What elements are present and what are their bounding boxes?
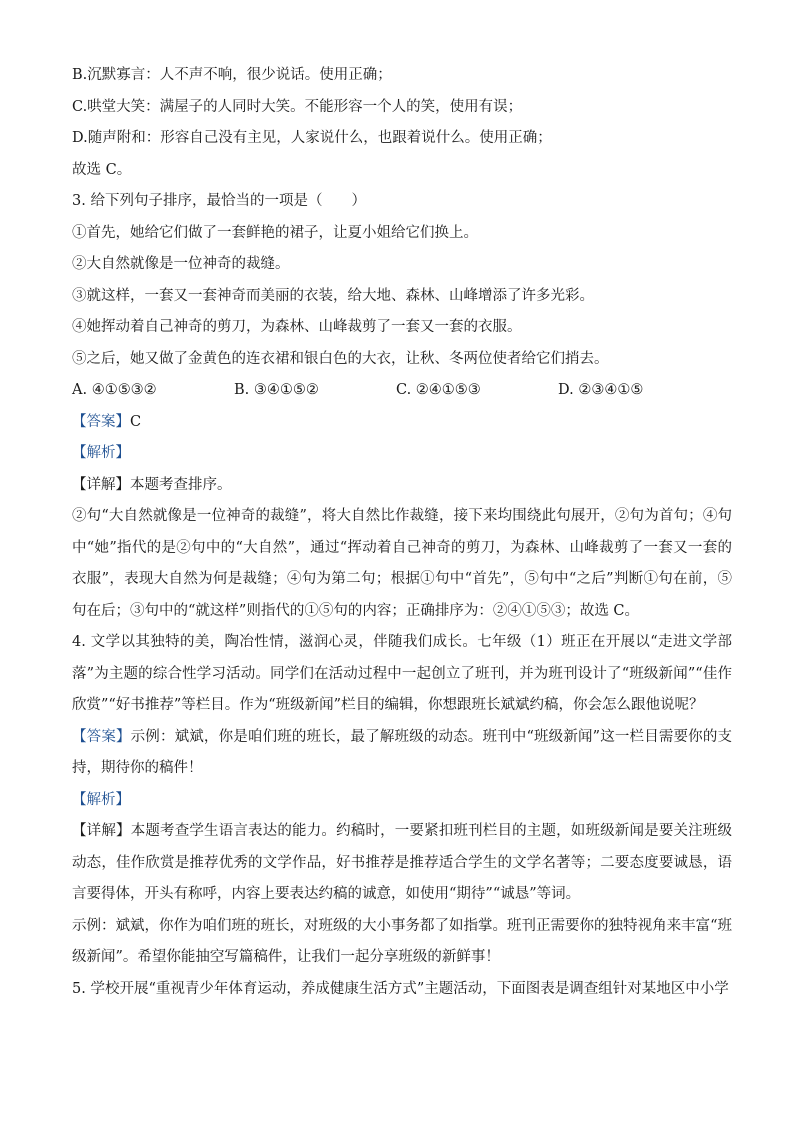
q3-detail-intro xyxy=(72,470,732,502)
q3-analysis-tag: 【解析】 xyxy=(72,445,130,461)
q3-detail-intro-text: 本题考查排序。 xyxy=(130,476,232,493)
q4-analysis-tag: 【解析】 xyxy=(72,791,130,808)
q3-sentence-4: ④她挥动着自己神奇的剪刀，为森林、山峰裁剪了一套又一套的衣服。 xyxy=(72,319,522,335)
q3-detail-tag: 【详解】 xyxy=(72,476,130,493)
q4-stem: 4. 文学以其独特的美，陶冶性情，滋润心灵，伴随我们成长。七年级（1）班正在开展以“走进文学部落”为主题的综合性学习活动。同学们在活动过程中一起创立了班刊，并为班刊设计了“班级新闻”“佳作欣赏”“好书推荐”等栏目。作为“班级新闻”栏目的编辑，你想跟班长斌斌约稿，你会怎么跟他说呢？ xyxy=(72,634,732,713)
q4-answer-text: 示例：斌斌，你是咱们班的班长，最了解班级的动态。班刊中“班级新闻”这一栏目需要你的支持，期待你的稿件！ xyxy=(72,728,732,776)
q2-option-b-explanation: B.沉默寡言：人不声不响，很少说话。使用正确； xyxy=(72,67,392,83)
q3-option-d: D. ②③④①⑤ xyxy=(558,382,644,398)
q3-sentence-5: ⑤之后，她又做了金黄色的连衣裙和银白色的大衣，让秋、冬两位使者给它们捎去。 xyxy=(72,350,609,367)
q3-options xyxy=(72,375,732,407)
q2-option-d-explanation: D.随声附和：形容自己没有主见，人家说什么，也跟着说什么。使用正确； xyxy=(72,130,552,146)
q4-detail-text: 本题考查学生语言表达的能力。约稿时，一要紧扣班刊栏目的主题，如班级新闻是要关注班级动态，佳作欣赏是推荐优秀的文学作品，好书推荐是推荐适合学生的文学名著等；二要态度要诚恳，语言要得体，开头有称呼，内容上要表达约稿的诚意，如使用“期待”“诚恳”等词。 xyxy=(72,823,733,902)
q3-sentence-1: ①首先，她给它们做了一套鲜艳的裙子，让夏小姐给它们换上。 xyxy=(72,224,478,241)
document-page xyxy=(72,60,732,1005)
q4-analysis-heading xyxy=(72,785,732,817)
q4-answer xyxy=(72,722,732,785)
q3-detail-body: ②句“大自然就像是一位神奇的裁缝”，将大自然比作裁缝，接下来均围绕此句展开，②句为首句；④句中“她”指代的是②句中的“大自然”，通过“挥动着自己神奇的剪刀，为森林、山峰裁剪了一套又一套的衣服”，表现大自然为何是裁缝；④句为第二句；根据①句中“首先”，⑤句中“之后”判断①句在前，⑤句在后；③句中的“就这样”则指代的①⑤句的内容；正确排序为：②④①⑤③；故选 C。 xyxy=(72,508,732,619)
q3-option-b: B. ③④①⑤② xyxy=(234,382,319,398)
q4-detail-tag: 【详解】 xyxy=(72,823,131,839)
q2-conclusion: 故选 C。 xyxy=(72,161,132,178)
q3-answer xyxy=(72,407,732,439)
q2-option-c-explanation: C.哄堂大笑：满屋子的人同时大笑。不能形容一个人的笑，使用有误； xyxy=(72,98,523,115)
q3-sentence-2: ②大自然就像是一位神奇的裁缝。 xyxy=(72,256,290,272)
q3-stem: 3. 给下列句子排序，最恰当的一项是（ ） xyxy=(72,193,366,209)
q3-sentence-3: ③就这样，一套又一套神奇而美丽的衣装，给大地、森林、山峰增添了许多光彩。 xyxy=(72,287,594,304)
q3-option-a: A. ④①⑤③② xyxy=(72,382,157,398)
q3-option-c: C. ②④①⑤③ xyxy=(396,382,481,398)
q3-analysis-heading xyxy=(72,438,732,470)
q4-example: 示例：斌斌，你作为咱们班的班长，对班级的大小事务都了如指掌。班刊正需要你的独特视角来丰富“班级新闻”。希望你能抽空写篇稿件，让我们一起分享班级的新鲜事！ xyxy=(72,917,732,965)
q5-stem: 5. 学校开展“重视青少年体育运动，养成健康生活方式”主题活动，下面图表是调查组针对某地区中小学 xyxy=(72,980,729,997)
q4-answer-tag: 【答案】 xyxy=(72,728,131,745)
q4-detail xyxy=(72,816,732,911)
q3-answer-tag: 【答案】 xyxy=(72,413,130,430)
q3-answer-value: C xyxy=(130,413,142,430)
